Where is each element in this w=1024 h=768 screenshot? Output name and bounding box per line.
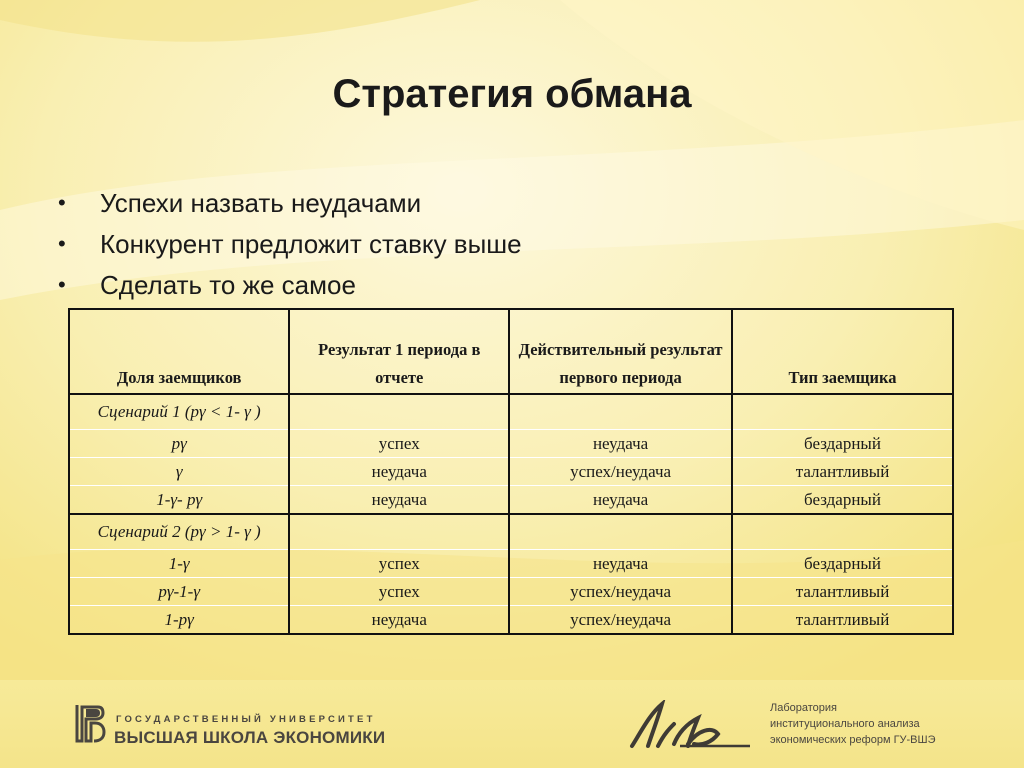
share-cell: 1-pγ xyxy=(69,606,289,635)
bullet-item xyxy=(58,227,522,268)
share-cell: 1-γ- pγ xyxy=(69,486,289,515)
actual-cell: успех/неудача xyxy=(509,458,732,486)
table-row xyxy=(69,550,953,578)
type-cell: талантливый xyxy=(732,606,953,635)
university-name: ВЫСШАЯ ШКОЛА ЭКОНОМИКИ xyxy=(114,728,386,747)
actual-cell: успех/неудача xyxy=(509,606,732,635)
actual-cell: успех/неудача xyxy=(509,578,732,606)
share-cell: γ xyxy=(69,458,289,486)
lab-name-line: институционального анализа xyxy=(770,718,920,730)
hse-logo-icon xyxy=(74,703,106,743)
table-cell xyxy=(509,394,732,430)
type-cell: талантливый xyxy=(732,458,953,486)
reported-cell: неудача xyxy=(289,606,509,635)
header-actual-result: Действительный результат первого периода xyxy=(509,309,732,394)
actual-cell: неудача xyxy=(509,430,732,458)
share-cell: 1-γ xyxy=(69,550,289,578)
header-reported-result: Результат 1 периода в отчете xyxy=(289,309,509,394)
type-cell: бездарный xyxy=(732,486,953,515)
university-name-small: ГОСУДАРСТВЕННЫЙ УНИВЕРСИТЕТ xyxy=(116,714,376,725)
type-cell: талантливый xyxy=(732,578,953,606)
scenario-row xyxy=(69,514,953,550)
reported-cell: неудача xyxy=(289,486,509,515)
table-cell xyxy=(509,514,732,550)
table-cell xyxy=(289,514,509,550)
table-cell xyxy=(732,394,953,430)
actual-cell: неудача xyxy=(509,486,732,515)
table-row xyxy=(69,578,953,606)
bullet-text: Успехи назвать неудачами xyxy=(100,188,422,218)
type-cell: бездарный xyxy=(732,430,953,458)
borrower-table xyxy=(68,308,954,635)
table-row xyxy=(69,430,953,458)
table-row xyxy=(69,486,953,515)
header-borrower-share: Доля заемщиков xyxy=(69,309,289,394)
table-row xyxy=(69,606,953,635)
lab-name-line: экономических реформ ГУ-ВШЭ xyxy=(770,734,936,746)
share-cell: pγ xyxy=(69,430,289,458)
scenario-label: Сценарий 1 (pγ < 1- γ ) xyxy=(69,394,289,430)
bullet-text: Сделать то же самое xyxy=(100,270,356,300)
table-header-row xyxy=(69,309,953,394)
bullet-item xyxy=(58,186,522,227)
scenario-row xyxy=(69,394,953,430)
table-row xyxy=(69,458,953,486)
slide-title: Стратегия обмана xyxy=(332,72,692,116)
bullet-dot-icon: • xyxy=(58,231,66,256)
share-cell: pγ-1-γ xyxy=(69,578,289,606)
lab-name xyxy=(770,700,936,748)
lia-logo-icon xyxy=(628,700,752,752)
reported-cell: успех xyxy=(289,430,509,458)
scenario-label: Сценарий 2 (pγ > 1- γ ) xyxy=(69,514,289,550)
lab-name-line: Лаборатория xyxy=(770,702,837,714)
actual-cell: неудача xyxy=(509,550,732,578)
header-borrower-type: Тип заемщика xyxy=(732,309,953,394)
reported-cell: неудача xyxy=(289,458,509,486)
bullet-item xyxy=(58,268,522,309)
type-cell: бездарный xyxy=(732,550,953,578)
bullet-dot-icon: • xyxy=(58,190,66,215)
bullet-text: Конкурент предложит ставку выше xyxy=(100,229,522,259)
bullet-dot-icon: • xyxy=(58,272,66,297)
reported-cell: успех xyxy=(289,578,509,606)
table-cell xyxy=(289,394,509,430)
bullet-list xyxy=(58,186,522,309)
reported-cell: успех xyxy=(289,550,509,578)
table-cell xyxy=(732,514,953,550)
